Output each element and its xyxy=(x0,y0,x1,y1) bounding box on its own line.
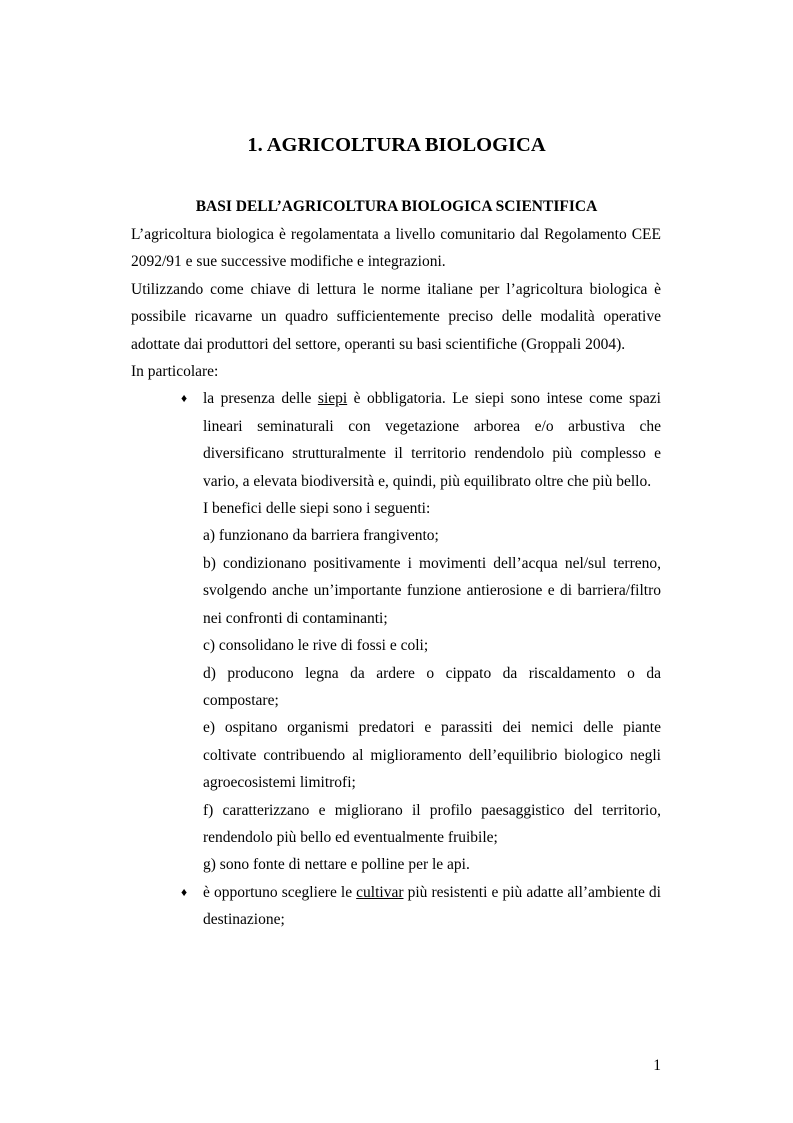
bullet-item-siepi xyxy=(181,385,661,878)
chapter-title: 1. AGRICOLTURA BIOLOGICA xyxy=(247,134,546,156)
diamond-bullet-icon: ♦ xyxy=(181,884,188,899)
bullet-text-end: più resistenti e più adatte all’ambiente di destinazione; xyxy=(203,883,661,929)
benefit-item-e: e) ospitano organismi predatori e parassiti dei nemici delle piante coltivate contribuendo al miglioramento dell’equilibrio biologico negli agroecosistemi limitrofi; xyxy=(203,719,661,792)
bullet-text xyxy=(203,385,661,495)
bullet-item-cultivar xyxy=(181,879,661,934)
bullet-text xyxy=(203,879,661,934)
bullet-text-end: è obbligatoria. Le siepi sono intese come spazi lineari seminaturali con vegetazione arborea e/o arbustiva che diversificano strutturalmente il territorio rendendolo più complesso e vario, a elevata biodiversità e, quindi, più equilibrato oltre che più bello. xyxy=(203,390,661,490)
section-title: BASI DELL’AGRICOLTURA BIOLOGICA SCIENTIFICA xyxy=(195,198,598,215)
paragraph: L’agricoltura biologica è regolamentata a livello comunitario dal Regolamento CEE 2092/91 e sue successive modifiche e integrazioni. xyxy=(131,226,661,271)
bullet-text-start: è opportuno scegliere le xyxy=(203,883,357,901)
underlined-term-siepi: siepi xyxy=(317,390,348,408)
benefit-item-a: a) funzionano da barriera frangivento; xyxy=(203,527,439,545)
benefits-heading: I benefici delle siepi sono i seguenti: xyxy=(203,500,431,518)
bullet-list xyxy=(131,385,661,933)
underlined-term-cultivar: cultivar xyxy=(356,883,404,901)
page-number: 1 xyxy=(653,1057,661,1074)
benefit-item-f: f) caratterizzano e migliorano il profilo paesaggistico del territorio, rendendolo più bello ed eventualmente fruibile; xyxy=(203,801,661,846)
benefit-item-c: c) consolidano le rive di fossi e coli; xyxy=(203,637,429,655)
body-text xyxy=(131,221,661,934)
diamond-bullet-icon: ♦ xyxy=(181,391,188,406)
paragraph: In particolare: xyxy=(131,363,219,381)
benefit-item-b: b) condizionano positivamente i movimenti dell’acqua nel/sul terreno, svolgendo anche un’importante funzione antierosione e di barriera/filtro nei confronti di contaminanti; xyxy=(203,554,661,627)
bullet-text-start: la presenza delle xyxy=(203,390,318,408)
benefit-item-g: g) sono fonte di nettare e polline per le api. xyxy=(203,856,470,874)
paragraph: Utilizzando come chiave di lettura le norme italiane per l’agricoltura biologica è possibile ricavarne un quadro sufficientemente preciso delle modalità operative adottate dai produttori del settore, operanti su basi scientifiche (Groppali 2004). xyxy=(131,280,661,353)
benefit-item-d: d) producono legna da ardere o cippato da riscaldamento o da compostare; xyxy=(203,664,661,709)
